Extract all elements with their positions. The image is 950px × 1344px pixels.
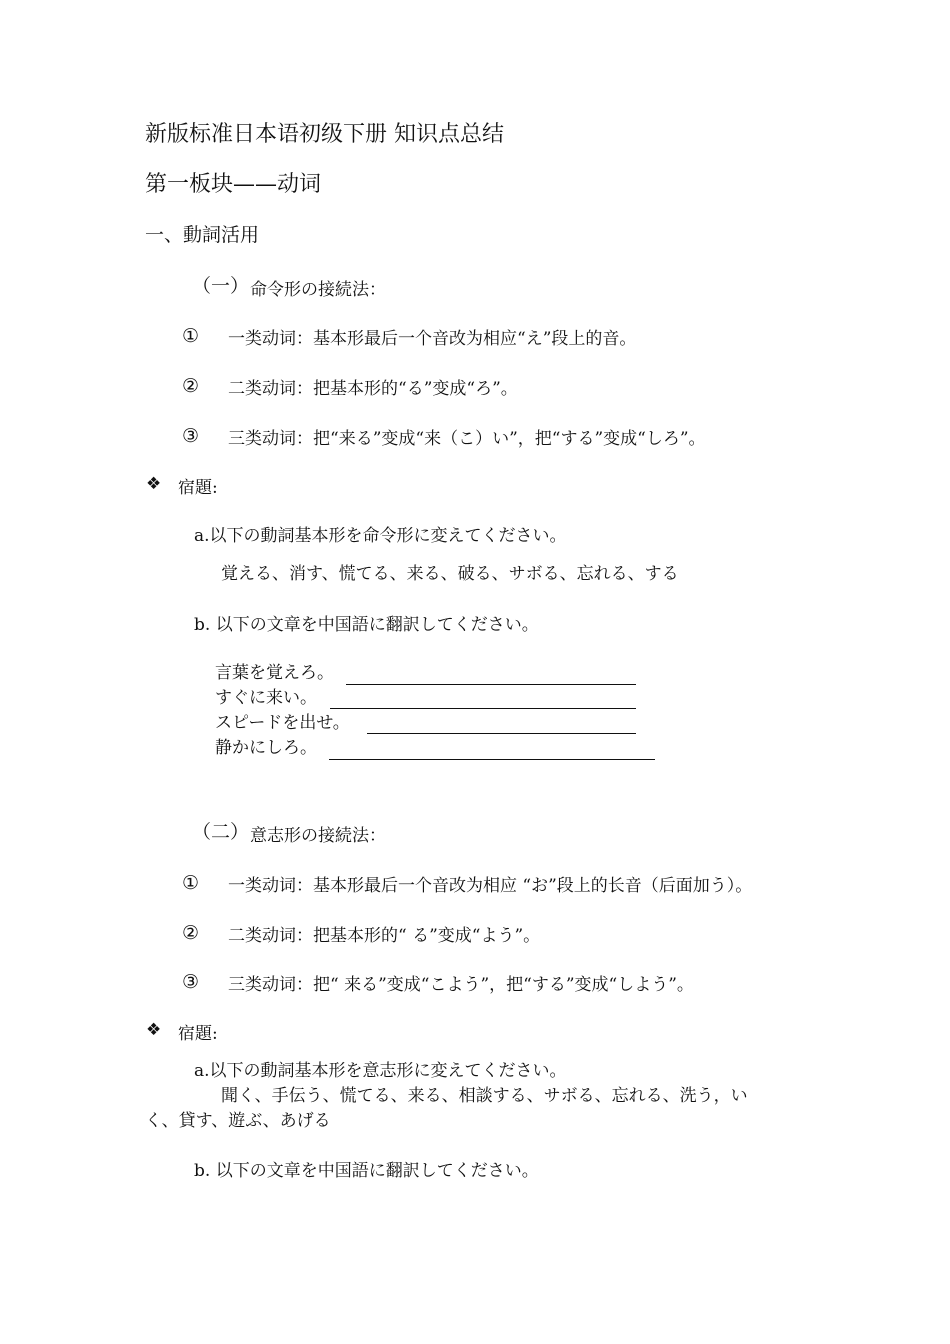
volitional-heading-number: （二） [192,821,250,843]
document-title: 新版标准日本语初级下册 知识点总结 [145,122,504,147]
answer-line-2[interactable] [330,708,636,709]
homework-bullet-icon: ❖ [146,1020,162,1040]
sentence-1: 言葉を覚えろ。 [215,663,334,683]
answer-line-3[interactable] [367,733,636,734]
imperative-rule-1: 一类动词：基本形最后一个音改为相应“え”段上的音。 [228,329,637,349]
answer-line-4[interactable] [329,759,655,760]
sentence-2: すぐに来い。 [215,688,317,708]
volitional-task-a-words-cont: く、貸す、遊ぶ、あげる [145,1111,331,1131]
part-title: 一、動詞活用 [145,224,260,246]
volitional-rule-3: 三类动词：把“ 来る”变成“こよう”，把“する”变成“しよう”。 [228,975,694,995]
imperative-rule-2-number: ② [182,375,200,397]
volitional-rule-1-number: ① [182,872,200,894]
volitional-rule-3-number: ③ [182,971,200,993]
sentence-3: スピードを出せ。 [215,713,350,733]
sentence-4: 静かにしろ。 [215,738,317,758]
homework-label: 宿題: [178,1024,218,1044]
imperative-task-b: b. 以下の文章を中国語に翻訳してください。 [194,615,539,635]
answer-line-1[interactable] [346,684,636,685]
homework-bullet-icon: ❖ [146,474,162,494]
imperative-task-a-words: 覚える、消す、慌てる、来る、破る、サボる、忘れる、する [221,564,679,584]
volitional-heading: 意志形の接続法： [250,826,386,846]
section-title: 第一板块——动词 [145,172,322,197]
imperative-heading-number: （一） [192,275,250,297]
imperative-rule-3-number: ③ [182,425,200,447]
volitional-rule-2: 二类动词：把基本形的“ る”变成“よう”。 [228,926,541,946]
volitional-rule-2-number: ② [182,922,200,944]
imperative-heading: 命令形の接続法： [250,280,386,300]
volitional-task-a-words: 聞く、手伝う、慌てる、来る、相談する、サボる、忘れる、洗う，い [221,1086,748,1106]
volitional-rule-1: 一类动词：基本形最后一个音改为相应 “お”段上的长音（后面加う）。 [228,876,753,896]
imperative-rule-2: 二类动词：把基本形的“る”变成“ろ”。 [228,379,518,399]
imperative-rule-3: 三类动词：把“来る”变成“来（こ）い”，把“する”变成“しろ”。 [228,429,706,449]
homework-label: 宿題: [178,478,218,498]
imperative-rule-1-number: ① [182,325,200,347]
imperative-task-a: a.以下の動詞基本形を命令形に変えてください。 [194,526,567,546]
volitional-task-b: b. 以下の文章を中国語に翻訳してください。 [194,1161,539,1181]
volitional-task-a: a.以下の動詞基本形を意志形に変えてください。 [194,1061,567,1081]
